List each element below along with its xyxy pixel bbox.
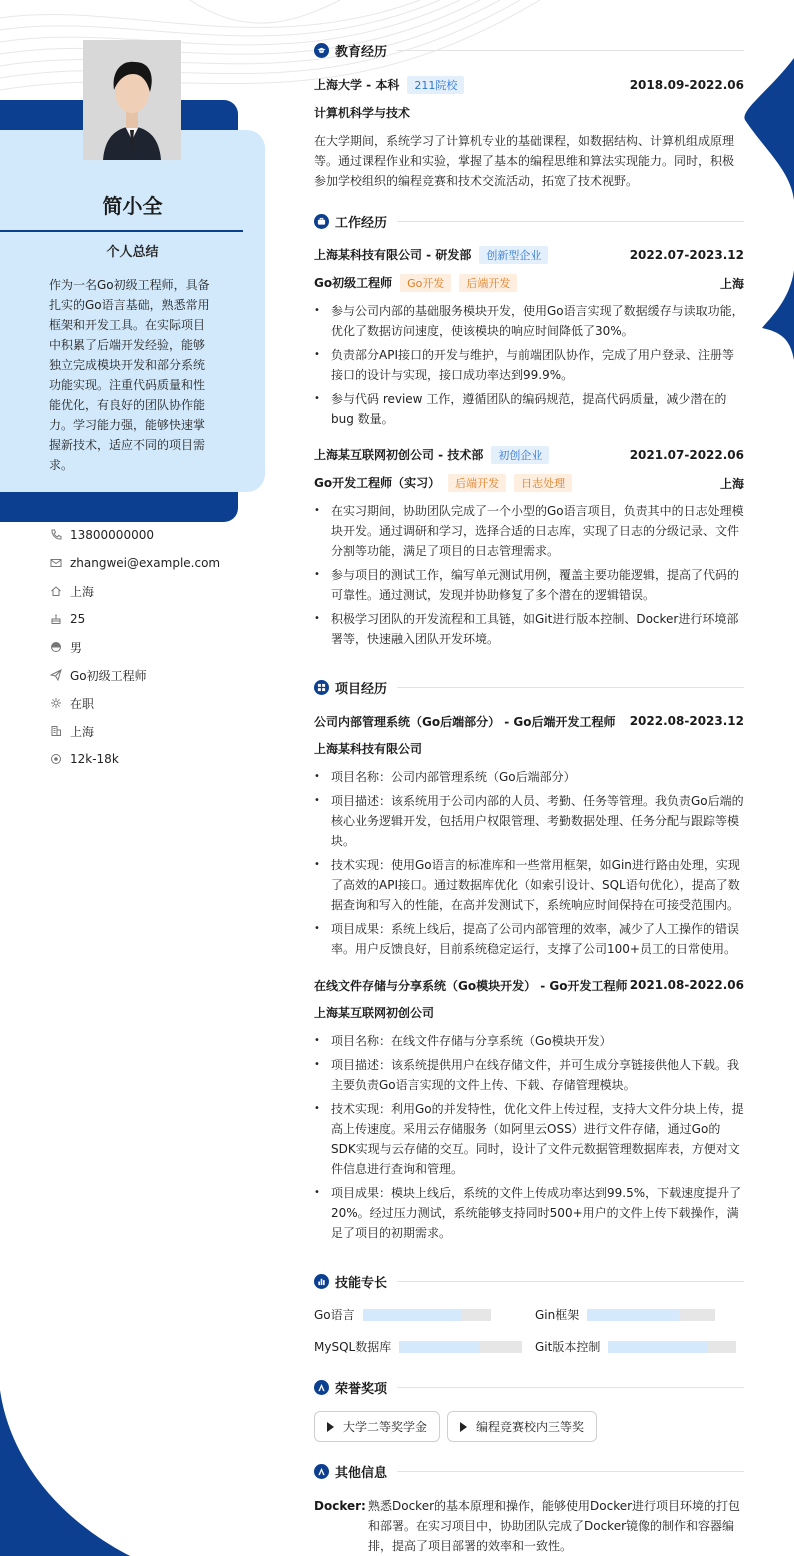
skill-item [535, 1306, 715, 1323]
section-rule [397, 1387, 744, 1388]
project-bullets [314, 767, 744, 959]
info-salary-text: 12k-18k [70, 752, 119, 766]
project-bullet: • 技术实现：使用Go语言的标准库和一些常用框架，如Gin进行路由处理，实现了高效的API接口。通过数据库优化（如索引设计、SQL语句优化），提高了数据查询和写入的性能，在高并发测试下，系统响应时间保持在可接受范围内。 [314, 855, 744, 915]
section-title-awards: 荣誉奖项 [335, 1382, 388, 1397]
section-skills [314, 1272, 744, 1291]
work-city: 上海 [719, 476, 744, 491]
education-tag: 211院校 [407, 76, 464, 94]
info-position [50, 661, 260, 689]
skill-name: Go语言 [314, 1308, 355, 1322]
work-skill-tag: 后端开发 [448, 474, 506, 492]
info-location [50, 577, 260, 605]
gender-icon [50, 641, 62, 653]
avatar-photo [83, 40, 181, 160]
mail-icon [50, 557, 62, 569]
other-entry [314, 1496, 744, 1556]
skill-name: Gin框架 [535, 1308, 580, 1322]
info-location-text: 上海 [70, 584, 95, 599]
skill-bar [399, 1341, 522, 1353]
work-role: Go初级工程师 [314, 276, 393, 290]
info-gender-text: 男 [70, 640, 83, 655]
section-rule [397, 1471, 744, 1472]
skill-bar [608, 1341, 736, 1353]
section-title-projects: 项目经历 [335, 682, 388, 697]
project-title: 公司内部管理系统（Go后端部分） - Go后端开发工程师 [314, 714, 616, 729]
info-phone [50, 521, 260, 549]
project-company: 上海某互联网初创公司 [314, 1006, 435, 1020]
project-bullet: • 项目成果：系统上线后，提高了公司内部管理的效率，减少了人工操作的错误率。用户反馈良好，目前系统稳定运行，支撑了公司100+员工的日常使用。 [314, 919, 744, 959]
status-icon [50, 697, 62, 709]
skill-item [314, 1338, 522, 1355]
grid-icon [314, 680, 329, 695]
building-icon [50, 725, 62, 737]
section-other [314, 1462, 744, 1481]
section-rule [397, 50, 744, 51]
work-skill-tag: 后端开发 [459, 274, 517, 292]
section-education [314, 41, 744, 60]
skill-bar-fill [587, 1309, 679, 1321]
info-age [50, 605, 260, 633]
project-bullet: • 项目成果：模块上线后，系统的文件上传成功率达到99.5%，下载速度提升了20%。经过压力测试，系统能够支持同时500+用户的文件上传下载操作，满足了项目的初期需求。 [314, 1183, 744, 1243]
skill-item [535, 1338, 736, 1355]
info-age-text: 25 [70, 612, 86, 626]
section-rule [397, 687, 744, 688]
info-position-text: Go初级工程师 [70, 668, 147, 683]
play-icon [327, 1422, 334, 1432]
graduation-cap-icon [314, 43, 329, 58]
work-entry-1 [314, 245, 744, 433]
contact-info-list [50, 521, 260, 773]
work-bullet: • 在实习期间，协助团队完成了一个小型的Go语言项目，负责其中的日志处理模块开发。通过调研和学习，选择合适的日志库，实现了日志的分级记录、文件分割等功能，满足了项目的日志管理需求。 [314, 501, 744, 561]
work-role: Go开发工程师（实习） [314, 476, 441, 490]
work-date: 2021.07-2022.06 [629, 448, 744, 462]
info-phone-text: 13800000000 [70, 528, 154, 542]
info-status [50, 689, 260, 717]
work-company: 上海某科技有限公司 - 研发部 [314, 248, 472, 262]
project-company: 上海某科技有限公司 [314, 742, 423, 756]
home-icon [50, 585, 62, 597]
other-text: 熟悉Docker的基本原理和操作，能够使用Docker进行项目环境的打包和部署。在实习项目中，协助团队完成了Docker镜像的制作和容器编排，提高了项目部署的效率和一致性。 [368, 1499, 741, 1553]
education-entry [314, 75, 744, 191]
summary-text: 作为一名Go初级工程师，具备扎实的Go语言基础，熟悉常用框架和开发工具。在实际项目中积累了后端开发经验，能够独立完成模块开发和部分系统功能实现。注重代码质量和性能优化，有良好的团队协作能力。学习能力强，能够快速掌握新技术，适应不同的项目需求。 [49, 278, 210, 472]
skill-name: Git版本控制 [535, 1340, 601, 1354]
info-email [50, 549, 260, 577]
info-gender [50, 633, 260, 661]
award-chip [314, 1411, 440, 1442]
info-icon [314, 1464, 329, 1479]
project-entry-2 [314, 975, 744, 1247]
section-title-work: 工作经历 [335, 216, 388, 231]
project-bullet: • 项目描述：该系统用于公司内部的人员、考勤、任务等管理。我负责Go后端的核心业务逻辑开发，包括用户权限管理、考勤数据处理、任务分配与跟踪等模块。 [314, 791, 744, 851]
cake-icon [50, 613, 62, 625]
info-city-text: 上海 [70, 724, 95, 739]
work-city: 上海 [719, 276, 744, 291]
work-skill-tag: 日志处理 [514, 474, 572, 492]
briefcase-icon [314, 214, 329, 229]
skill-bar [363, 1309, 491, 1321]
work-company-tag: 初创企业 [491, 446, 549, 464]
education-school: 上海大学 - 本科 [314, 78, 400, 92]
work-skill-tag: Go开发 [400, 274, 451, 292]
section-title-other: 其他信息 [335, 1466, 388, 1481]
skill-bar-fill [363, 1309, 463, 1321]
project-bullet: • 项目名称：公司内部管理系统（Go后端部分） [314, 767, 744, 787]
work-company: 上海某互联网初创公司 - 技术部 [314, 448, 484, 462]
bar-chart-icon [314, 1274, 329, 1289]
award-label: 编程竞赛校内三等奖 [476, 1420, 585, 1434]
send-icon [50, 669, 62, 681]
project-bullet: • 项目描述：该系统提供用户在线存储文件，并可生成分享链接供他人下载。我主要负责Go语言实现的文件上传、下载、存储管理模块。 [314, 1055, 744, 1095]
project-entry-1 [314, 711, 744, 963]
project-date: 2022.08-2023.12 [629, 714, 744, 728]
section-projects [314, 678, 744, 697]
work-bullet: • 负责部分API接口的开发与维护，与前端团队协作，完成了用户登录、注册等接口的设计与实现，接口成功率达到99.9%。 [314, 345, 744, 385]
project-bullet: • 技术实现：利用Go的并发特性，优化文件上传过程，支持大文件分块上传，提高上传速度。采用云存储服务（如阿里云OSS）进行文件存储，通过Go的SDK实现与云存储的交互。同时，设计了文件元数据管理数据库表，方便对文件信息进行查询和管理。 [314, 1099, 744, 1179]
phone-icon [50, 529, 62, 541]
work-bullet: • 参与公司内部的基础服务模块开发，使用Go语言实现了数据缓存与读取功能，优化了数据访问速度，使该模块的响应时间降低了30%。 [314, 301, 744, 341]
project-bullets [314, 1031, 744, 1243]
summary-title: 个人总结 [106, 245, 159, 260]
skill-bar-fill [608, 1341, 708, 1353]
avatar [83, 40, 181, 160]
work-entry-2 [314, 445, 744, 653]
education-date: 2018.09-2022.06 [629, 78, 744, 92]
work-bullets [314, 501, 744, 649]
candidate-name: 简小全 [102, 194, 163, 218]
work-bullet: • 参与代码 review 工作，遵循团队的编码规范，提高代码质量，减少潜在的bug 数量。 [314, 389, 744, 429]
name-divider [0, 230, 243, 232]
skill-item [314, 1306, 491, 1323]
section-awards [314, 1378, 744, 1397]
work-company-tag: 创新型企业 [479, 246, 548, 264]
education-major: 计算机科学与技术 [314, 106, 411, 120]
salary-icon [50, 753, 62, 765]
section-title-education: 教育经历 [335, 45, 388, 60]
award-icon [314, 1380, 329, 1395]
skill-bar [587, 1309, 715, 1321]
project-bullet: • 项目名称：在线文件存储与分享系统（Go模块开发） [314, 1031, 744, 1051]
section-rule [397, 221, 744, 222]
education-desc: 在大学期间，系统学习了计算机专业的基础课程，如数据结构、计算机组成原理等。通过课程作业和实验，掌握了基本的编程思维和算法实现能力。同时，积极参加学校组织的编程竞赛和技术交流活动，拓宽了技术视野。 [314, 134, 735, 188]
info-salary [50, 745, 260, 773]
info-status-text: 在职 [70, 696, 95, 711]
play-icon [460, 1422, 467, 1432]
work-date: 2022.07-2023.12 [629, 248, 744, 262]
skill-name: MySQL数据库 [314, 1340, 392, 1354]
project-date: 2021.08-2022.06 [629, 978, 744, 992]
section-title-skills: 技能专长 [335, 1276, 388, 1291]
work-bullet: • 参与项目的测试工作，编写单元测试用例，覆盖主要功能逻辑，提高了代码的可靠性。通过测试，发现并协助修复了多个潜在的逻辑错误。 [314, 565, 744, 605]
award-label: 大学二等奖学金 [343, 1420, 428, 1434]
info-city [50, 717, 260, 745]
project-title: 在线文件存储与分享系统（Go模块开发） - Go开发工程师 [314, 978, 628, 993]
award-chip [447, 1411, 597, 1442]
skill-bar-fill [399, 1341, 480, 1353]
work-bullet: • 积极学习团队的开发流程和工具链，如Git进行版本控制、Docker进行环境部署等，快速融入团队开发环境。 [314, 609, 744, 649]
section-work [314, 212, 744, 231]
other-label: Docker: [314, 1499, 366, 1513]
work-bullets [314, 301, 744, 429]
info-email-text: zhangwei@example.com [70, 556, 221, 570]
section-rule [397, 1281, 744, 1282]
